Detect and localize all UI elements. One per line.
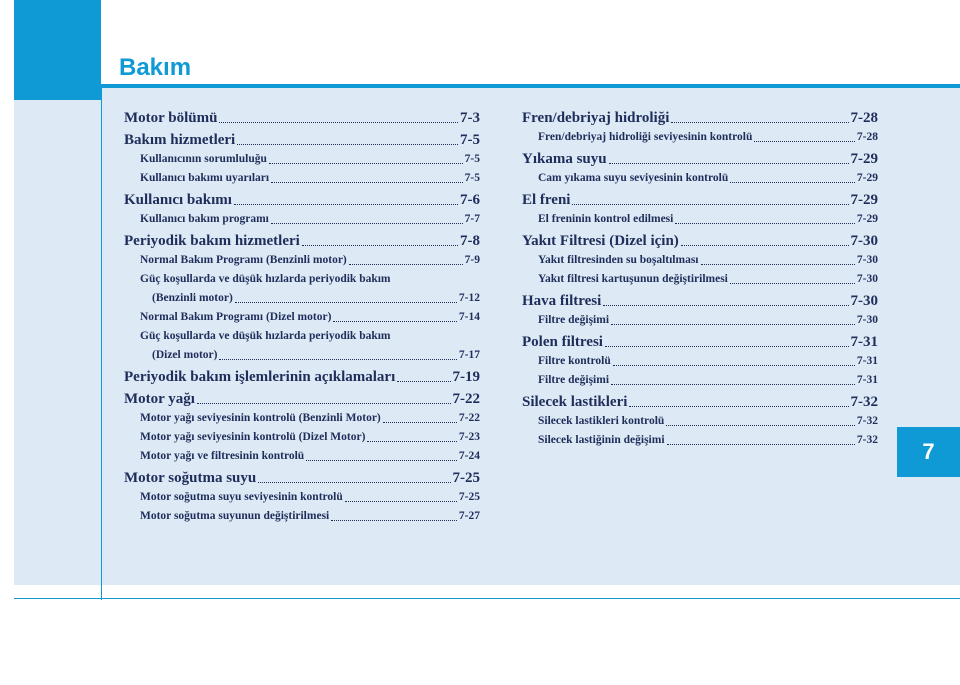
dot-leader xyxy=(730,283,855,284)
dot-leader xyxy=(609,163,849,164)
dot-leader xyxy=(349,264,463,265)
toc-entry-label: Motor yağı seviyesinin kontrolü (Benzinli Motor) xyxy=(140,412,381,424)
dot-leader xyxy=(271,182,463,183)
toc-page-number: 7-29 xyxy=(856,213,878,225)
header-rule xyxy=(101,84,960,88)
toc-entry-label: Bakım hizmetleri xyxy=(124,132,236,148)
toc-subsection-link[interactable] xyxy=(522,210,878,229)
page-title: Bakım xyxy=(119,54,192,81)
toc-subsection-link[interactable] xyxy=(124,346,480,365)
toc-subsection-link[interactable] xyxy=(124,308,480,327)
toc-page-number: 7-31 xyxy=(856,355,878,367)
toc-entry-label: Normal Bakım Programı (Dizel motor) xyxy=(140,311,332,323)
toc-subsection-link[interactable] xyxy=(124,150,480,169)
toc-page-number: 7-19 xyxy=(452,369,480,385)
toc-entry-label: Polen filtresi xyxy=(522,334,603,350)
toc-entry-label: Fren/debriyaj hidroliği xyxy=(522,110,670,126)
toc-page-number: 7-31 xyxy=(850,334,878,350)
dot-leader xyxy=(611,324,855,325)
toc-page-number: 7-30 xyxy=(850,233,878,249)
toc-page-number: 7-8 xyxy=(460,233,480,249)
dot-leader xyxy=(306,460,457,461)
toc-section-link[interactable] xyxy=(522,392,878,412)
dot-leader xyxy=(701,264,855,265)
dot-leader xyxy=(675,223,855,224)
toc-page-number: 7-23 xyxy=(458,431,480,443)
dot-leader xyxy=(237,144,458,145)
dot-leader xyxy=(345,501,457,502)
toc-subsection-link[interactable] xyxy=(124,428,480,447)
toc-right-column xyxy=(522,106,878,450)
dot-leader xyxy=(219,359,456,360)
dot-leader xyxy=(629,406,848,407)
toc-subsection-link[interactable] xyxy=(124,447,480,466)
toc-entry-label: Silecek lastiğinin değişimi xyxy=(538,434,665,446)
dot-leader xyxy=(331,520,457,521)
toc-page-number: 7-5 xyxy=(464,172,480,184)
toc-subsection-link[interactable] xyxy=(522,412,878,431)
toc-entry-label: Yakıt filtresi kartuşunun değiştirilmesi xyxy=(538,273,728,285)
toc-page-number: 7-30 xyxy=(856,254,878,266)
margin-rule xyxy=(101,88,102,600)
toc-section-link[interactable] xyxy=(522,291,878,311)
toc-entry-label: Fren/debriyaj hidroliği seviyesinin kontrolü xyxy=(538,131,753,143)
toc-left-column xyxy=(124,106,480,526)
toc-section-link[interactable] xyxy=(522,149,878,169)
dot-leader xyxy=(681,245,849,246)
toc-subsection-link[interactable] xyxy=(522,371,878,390)
toc-entry-label: Hava filtresi xyxy=(522,293,602,309)
toc-subsection-link[interactable] xyxy=(522,169,878,188)
toc-page-number: 7-29 xyxy=(856,172,878,184)
toc-page-number: 7-27 xyxy=(458,510,480,522)
toc-subsection-link[interactable] xyxy=(522,311,878,330)
dot-leader xyxy=(197,403,451,404)
toc-page-number: 7-32 xyxy=(856,434,878,446)
dot-leader xyxy=(671,122,848,123)
toc-entry-label: El freni xyxy=(522,192,571,208)
toc-entry-label: (Dizel motor) xyxy=(152,349,218,361)
toc-section-link[interactable] xyxy=(124,367,480,387)
dot-leader xyxy=(234,204,458,205)
toc-page-number: 7-9 xyxy=(464,254,480,266)
toc-page-number: 7-22 xyxy=(452,391,480,407)
toc-page-number: 7-25 xyxy=(452,470,480,486)
dot-leader xyxy=(333,321,457,322)
toc-entry-label: Silecek lastikleri xyxy=(522,394,628,410)
toc-entry-label: Motor bölümü xyxy=(124,110,218,126)
toc-section-link[interactable] xyxy=(124,190,480,210)
toc-entry-label: Filtre kontrolü xyxy=(538,355,611,367)
toc-page-number: 7-32 xyxy=(850,394,878,410)
toc-entry-label: Periyodik bakım işlemlerinin açıklamaları xyxy=(124,369,396,385)
toc-page-number: 7-3 xyxy=(460,110,480,126)
toc-page-number: 7-14 xyxy=(458,311,480,323)
toc-entry-label: Periyodik bakım hizmetleri xyxy=(124,233,300,249)
toc-page-number: 7-30 xyxy=(850,293,878,309)
toc-section-link[interactable] xyxy=(522,231,878,251)
toc-entry-label: Cam yıkama suyu seviyesinin kontrolü xyxy=(538,172,729,184)
dot-leader xyxy=(667,444,855,445)
toc-subsection-link[interactable] xyxy=(124,409,480,428)
toc-entry-label: Filtre değişimi xyxy=(538,374,610,386)
toc-subsection-link[interactable] xyxy=(124,210,480,229)
dot-leader xyxy=(666,425,855,426)
toc-page-number: 7-25 xyxy=(458,491,480,503)
toc-subsection-link[interactable] xyxy=(124,507,480,526)
footer-rule xyxy=(14,598,960,599)
dot-leader xyxy=(383,422,457,423)
toc-entry-label: Kullanıcı bakımı uyarıları xyxy=(140,172,270,184)
dot-leader xyxy=(258,482,450,483)
dot-leader xyxy=(603,305,848,306)
toc-entry-label: Silecek lastikleri kontrolü xyxy=(538,415,665,427)
toc-entry-label: Yakıt Filtresi (Dizel için) xyxy=(522,233,679,249)
toc-entry-label: Kullanıcı bakım programı xyxy=(140,213,269,225)
toc-entry-label: Normal Bakım Programı (Benzinli motor) xyxy=(140,254,347,266)
toc-section-link[interactable] xyxy=(124,231,480,251)
toc-entry-label: Yıkama suyu xyxy=(522,151,607,167)
toc-subsection-link[interactable] xyxy=(522,352,878,371)
dot-leader xyxy=(271,223,463,224)
toc-page-number: 7-17 xyxy=(458,349,480,361)
toc-entry-label: Motor yağı seviyesinin kontrolü (Dizel Motor) xyxy=(140,431,366,443)
toc-page-number: 7-7 xyxy=(464,213,480,225)
dot-leader xyxy=(611,384,855,385)
toc-section-link[interactable] xyxy=(124,468,480,488)
toc-page-number: 7-31 xyxy=(856,374,878,386)
header-area xyxy=(101,0,960,84)
toc-entry-label: Filtre değişimi xyxy=(538,314,610,326)
toc-subsection-link[interactable] xyxy=(522,128,878,147)
dot-leader xyxy=(730,182,855,183)
toc-subsection-link[interactable] xyxy=(522,431,878,450)
toc-section-link[interactable] xyxy=(522,332,878,352)
dot-leader xyxy=(367,441,457,442)
toc-subsection-link[interactable] xyxy=(522,270,878,289)
toc-entry-label: Motor yağı xyxy=(124,391,195,407)
toc-entry-label: Kullanıcı bakımı xyxy=(124,192,232,208)
dot-leader xyxy=(613,365,855,366)
dot-leader xyxy=(605,346,849,347)
toc-entry-label: Motor soğutma suyunun değiştirilmesi xyxy=(140,510,330,522)
toc-section-link[interactable] xyxy=(124,108,480,128)
toc-section-link[interactable] xyxy=(124,389,480,409)
toc-entry-label: Yakıt filtresinden su boşaltılması xyxy=(538,254,699,266)
dot-leader xyxy=(219,122,458,123)
toc-page-number: 7-28 xyxy=(850,110,878,126)
header-accent-band xyxy=(14,0,101,100)
dot-leader xyxy=(397,381,450,382)
toc-page-number: 7-30 xyxy=(856,273,878,285)
toc-page-number: 7-30 xyxy=(856,314,878,326)
dot-leader xyxy=(754,141,855,142)
toc-page-number: 7-32 xyxy=(856,415,878,427)
toc-entry-wrap-line: Güç koşullarda ve düşük hızlarda periyodik bakım xyxy=(140,273,391,285)
toc-subsection-link[interactable] xyxy=(522,251,878,270)
toc-entry-label: El freninin kontrol edilmesi xyxy=(538,213,674,225)
toc-section-link[interactable] xyxy=(124,130,480,150)
toc-page-number: 7-24 xyxy=(458,450,480,462)
toc-entry-label: Motor yağı ve filtresinin kontrolü xyxy=(140,450,305,462)
toc-page-number: 7-6 xyxy=(460,192,480,208)
toc-page-number: 7-22 xyxy=(458,412,480,424)
toc-entry-label: Motor soğutma suyu seviyesinin kontrolü xyxy=(140,491,343,503)
toc-entry-label: Kullanıcının sorumluluğu xyxy=(140,153,267,165)
toc-page-number: 7-28 xyxy=(856,131,878,143)
chapter-tab[interactable]: 7 xyxy=(897,427,960,477)
toc-subsection-link[interactable] xyxy=(124,289,480,308)
toc-entry-wrap-line: Güç koşullarda ve düşük hızlarda periyodik bakım xyxy=(140,330,391,342)
dot-leader xyxy=(572,204,848,205)
toc-subsection-link[interactable] xyxy=(124,251,480,270)
toc-subsection-link[interactable] xyxy=(124,488,480,507)
toc-page-number: 7-29 xyxy=(850,192,878,208)
dot-leader xyxy=(269,163,463,164)
toc-page-number: 7-12 xyxy=(458,292,480,304)
toc-section-link[interactable] xyxy=(522,190,878,210)
dot-leader xyxy=(302,245,458,246)
toc-page-number: 7-5 xyxy=(460,132,480,148)
toc-entry-label: Motor soğutma suyu xyxy=(124,470,257,486)
toc-section-link[interactable] xyxy=(522,108,878,128)
toc-page-number: 7-29 xyxy=(850,151,878,167)
toc-entry-label: (Benzinli motor) xyxy=(152,292,233,304)
toc-subsection-link[interactable] xyxy=(124,169,480,188)
dot-leader xyxy=(235,302,457,303)
toc-page-number: 7-5 xyxy=(464,153,480,165)
